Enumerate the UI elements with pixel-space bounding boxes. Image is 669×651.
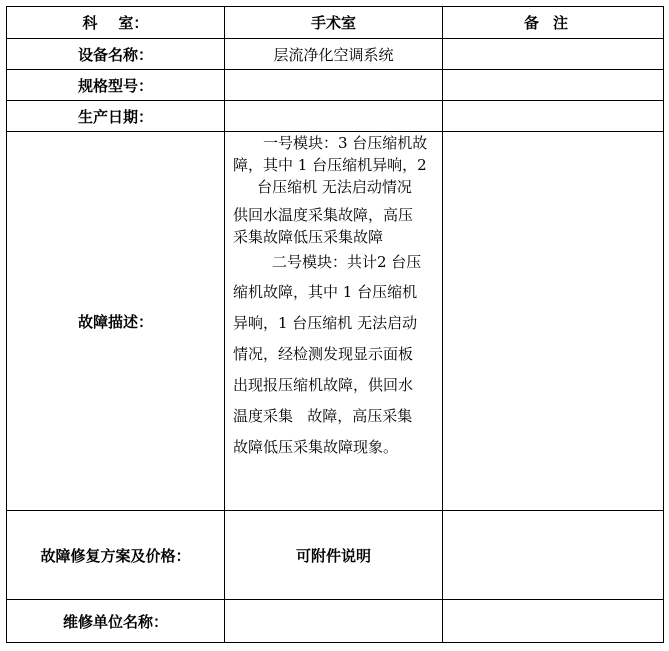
header-row [7,7,664,39]
fault-line: 台压缩机 无法启动情况 [257,178,412,196]
fault-line: 障，其中 1 台压缩机异响，2 [233,156,427,174]
repair-unit-row [7,600,664,643]
repair-form-table [6,6,664,643]
fault-description-text [225,132,442,463]
fault-line: 温度采集 故障，高压采集 [233,407,413,425]
repair-plan-value: 可附件说明 [225,511,443,600]
equipment-name-remark [443,39,664,70]
production-date-label: 生产日期： [7,101,225,132]
equipment-name-label: 设备名称： [7,39,225,70]
model-row [7,70,664,101]
model-label: 规格型号： [7,70,225,101]
fault-line: 供回水温度采集故障，高压 [233,206,414,224]
fault-line: 一号模块：3 台压缩机故 [263,134,428,152]
repair-unit-value [225,600,443,643]
model-value [225,70,443,101]
production-date-remark [443,101,664,132]
equipment-name-row [7,39,664,70]
department-value: 手术室 [225,7,443,39]
production-date-row [7,101,664,132]
remarks-header: 备注 [443,7,664,39]
fault-line: 出现报压缩机故障，供回水 [233,376,414,394]
fault-description-label: 故障描述： [7,132,225,511]
fault-description-cell [225,132,443,511]
repair-plan-label: 故障修复方案及价格： [7,511,225,600]
repair-unit-label: 维修单位名称： [7,600,225,643]
fault-line: 缩机故障，其中 1 台压缩机 [233,283,418,301]
department-label: 科 室： [7,7,225,39]
production-date-value [225,101,443,132]
model-remark [443,70,664,101]
fault-description-row [7,132,664,511]
fault-line: 情况，经检测发现显示面板 [233,345,414,363]
fault-line: 采集故障低压采集故障 [233,228,384,246]
repair-plan-remark [443,511,664,600]
repair-plan-row [7,511,664,600]
fault-line: 异响，1 台压缩机 无法启动 [233,314,418,332]
equipment-name-value: 层流净化空调系统 [225,39,443,70]
fault-line: 故障低压采集故障现象。 [233,438,399,456]
repair-unit-remark [443,600,664,643]
fault-description-remark [443,132,664,511]
fault-line: 二号模块：共计2 台压 [272,253,422,271]
